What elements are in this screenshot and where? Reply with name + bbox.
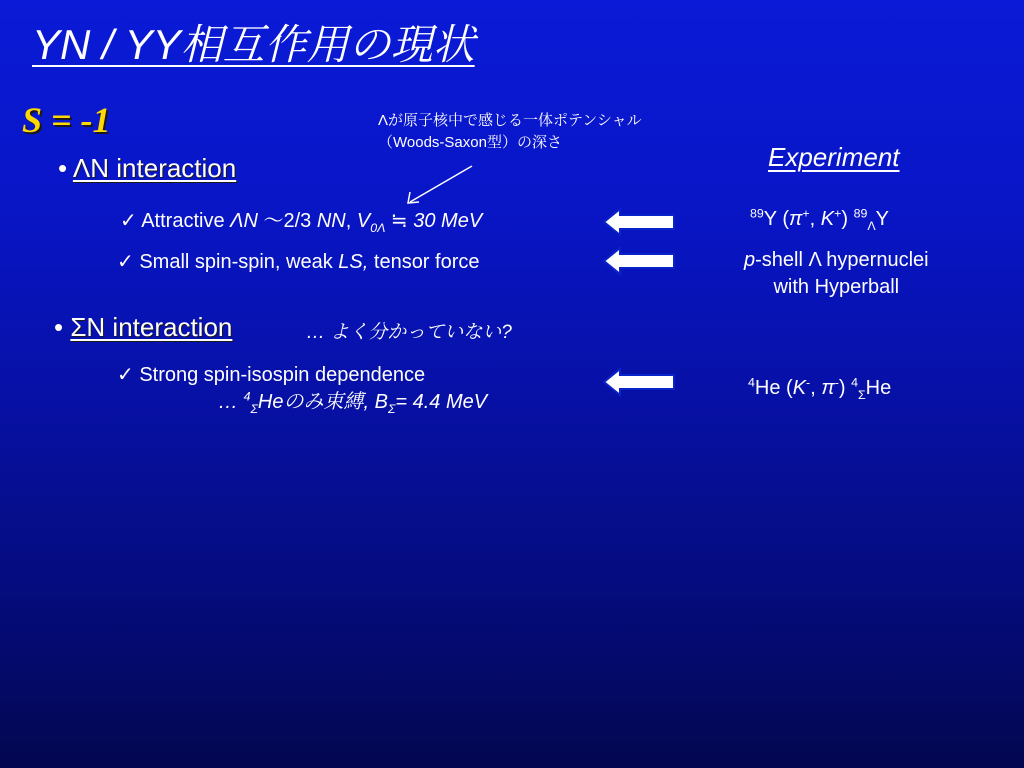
- item-text: ): [838, 377, 852, 399]
- item-text: ΛN: [230, 210, 258, 232]
- item-text: LS,: [338, 251, 369, 273]
- experiment-row-yttrium: [750, 206, 889, 233]
- sigma-remark: … よく分かっていない?: [306, 322, 512, 343]
- item-text: ,: [345, 210, 357, 232]
- bullet: •: [54, 312, 64, 342]
- sigma-n-section-heading: [54, 313, 232, 342]
- item-text: K: [792, 377, 807, 399]
- item-sub: Λ: [867, 219, 876, 233]
- potential-note-line2: （Woods-Saxon型）の深さ: [378, 134, 562, 151]
- lambda-item-attractive: [120, 209, 482, 233]
- item-text: NN: [316, 210, 346, 232]
- left-arrow-icon: [600, 245, 678, 277]
- check-icon: ✓: [117, 251, 134, 273]
- item-text: p: [744, 249, 756, 271]
- experiment-header: Experiment: [768, 142, 900, 172]
- item-text: Heのみ束縛, B: [257, 391, 388, 413]
- item-text: π: [789, 208, 803, 230]
- item-text: ): [841, 208, 854, 230]
- bullet: •: [58, 153, 68, 183]
- left-arrow-icon: [600, 206, 678, 238]
- note-pointer-arrow: [400, 160, 480, 210]
- item-sup: +: [802, 206, 810, 221]
- item-text: π: [821, 377, 835, 399]
- item-text: V: [356, 210, 371, 232]
- potential-note-line1: Λが原子核中で感じる一体ポテンシャル: [378, 112, 642, 129]
- experiment-row-pshell: [744, 247, 929, 301]
- item-text: ,: [810, 377, 822, 399]
- sigma-item-binding: [218, 390, 487, 414]
- item-text: ≒ 30 MeV: [385, 210, 483, 232]
- lambda-n-section-heading: [58, 154, 236, 183]
- item-text: tensor force: [368, 251, 480, 273]
- item-text: K: [820, 208, 835, 230]
- check-icon: ✓: [120, 210, 137, 232]
- item-sup: +: [834, 206, 842, 221]
- item-sup: 4: [243, 389, 251, 404]
- item-text: ,: [809, 208, 821, 230]
- item-text: -shell Λ hypernuclei: [755, 249, 929, 271]
- item-text: He: [865, 377, 892, 399]
- item-text: He (: [754, 377, 793, 399]
- item-text: with Hyperball: [773, 276, 900, 298]
- item-text: Small spin-spin, weak: [139, 251, 339, 273]
- potential-note: [378, 110, 718, 154]
- item-sub: Σ: [857, 388, 866, 402]
- item-text: …: [218, 391, 244, 413]
- item-sup: -: [806, 375, 811, 390]
- item-text: ～2/3: [257, 210, 317, 232]
- sigma-item-isospin: [117, 363, 425, 387]
- item-text: Strong spin-isospin dependence: [139, 364, 426, 386]
- item-sup: 4: [851, 375, 858, 390]
- item-sup: 89: [853, 206, 868, 221]
- item-text: Y: [875, 208, 890, 230]
- item-sup: 4: [748, 375, 755, 390]
- item-sub: Σ: [387, 402, 396, 416]
- item-sub: 0Λ: [370, 221, 386, 235]
- lambda-item-spin: [117, 250, 480, 274]
- item-text: = 4.4 MeV: [395, 391, 488, 413]
- check-icon: ✓: [117, 364, 134, 386]
- item-text: Attractive: [141, 210, 231, 232]
- strangeness-label: S = -1: [22, 100, 111, 140]
- left-arrow-icon: [600, 366, 678, 398]
- item-text: Y (: [763, 208, 789, 230]
- experiment-row-helium: [748, 375, 891, 402]
- sigma-n-label: ΣN interaction: [70, 312, 233, 342]
- item-sup: 89: [750, 206, 764, 221]
- slide-title: YN / YY相互作用の現状: [32, 21, 475, 68]
- item-sub: Σ: [250, 402, 258, 416]
- item-sup: -: [834, 375, 839, 390]
- lambda-n-label: ΛN interaction: [72, 153, 237, 183]
